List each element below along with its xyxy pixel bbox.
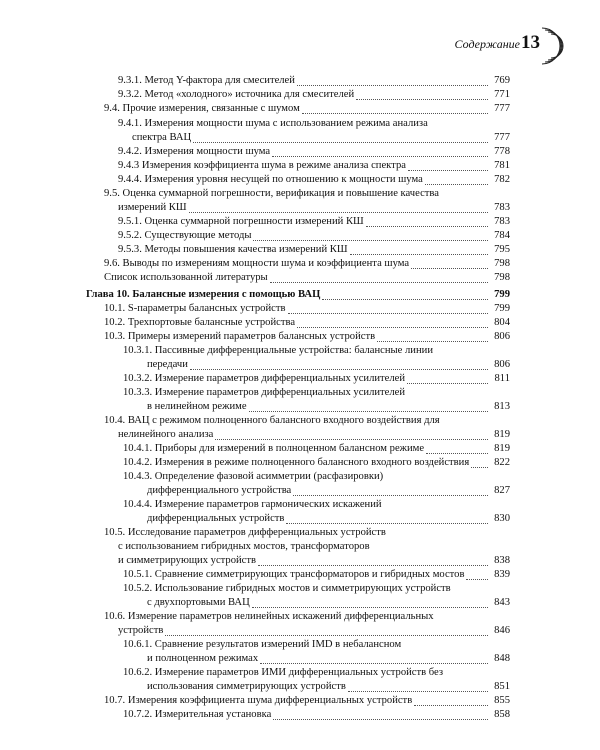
dot-leader: [165, 635, 488, 636]
toc-page-number: 830: [494, 513, 510, 524]
toc-entry-title: Список использованной литературы: [104, 272, 268, 283]
toc-page-number: 782: [494, 174, 510, 185]
toc-entry-title: дифференциального устройства: [147, 485, 292, 496]
toc-page-number: 784: [494, 230, 510, 241]
toc-entry-title: нелинейного анализа: [118, 429, 214, 440]
page-number: 13: [521, 32, 540, 53]
toc-entry-title: 10.5. Исследование параметров дифференциальных устройств: [104, 527, 386, 538]
dot-leader: [260, 663, 488, 664]
dot-leader: [190, 369, 488, 370]
dot-leader: [411, 268, 488, 269]
dot-leader: [348, 691, 488, 692]
toc-entry-title: измерений КШ: [118, 202, 187, 213]
dot-leader: [408, 170, 488, 171]
toc-entry-title: и симметрирующих устройств: [118, 555, 257, 566]
toc-entry-title: 9.4.1. Измерения мощности шума с использованием режима анализа: [118, 118, 428, 129]
dot-leader: [215, 439, 488, 440]
running-head: Содержание: [454, 37, 520, 51]
toc-entry-title: 10.5.1. Сравнение симметрирующих трансформаторов и гибридных мостов: [123, 569, 465, 580]
toc-entry-title: с использованием гибридных мостов, трансформаторов: [118, 541, 370, 552]
toc-entry-title: использования симметрирующих устройств: [147, 681, 346, 692]
toc-entry-title: 10.5.2. Использование гибридных мостов и симметрирующих устройств: [123, 583, 451, 594]
toc-entry-title: 9.4.2. Измерения мощности шума: [118, 146, 271, 157]
dot-leader: [249, 411, 488, 412]
toc-entry-title: 10.6.1. Сравнение результатов измерений IMD в небалансном: [123, 639, 402, 650]
dot-leader: [272, 156, 488, 157]
dot-leader: [193, 142, 488, 143]
toc-entry-title: 9.5.3. Методы повышения качества измерений КШ: [118, 244, 348, 255]
toc-entry-title: 10.4.2. Измерения в режиме полноценного балансного входного воздействия: [123, 457, 470, 468]
dot-leader: [302, 113, 488, 114]
toc-entry-title: Глава 10. Балансные измерения с помощью ВАЦ: [86, 289, 321, 300]
toc-entry-title: 9.5.2. Существующие методы: [118, 230, 252, 241]
toc-entry-title: 9.4. Прочие измерения, связанные с шумом: [104, 103, 300, 114]
toc-entry-title: и полноценном режимах: [147, 653, 259, 664]
toc-entry-title: дифференциальных устройств: [147, 513, 285, 524]
toc-entry-title: 10.3.1. Пассивные дифференциальные устройства: балансные линии: [123, 345, 433, 356]
toc-entry-title: 10.6.2. Измерение параметров ИМИ дифференциальных устройств без: [123, 667, 444, 678]
toc-entry-title: 10.3. Примеры измерений параметров балансных устройств: [104, 331, 376, 342]
toc-entry-title: 9.3.2. Метод «холодного» источника для смесителей: [118, 89, 355, 100]
toc-entry-title: 10.3.3. Измерение параметров дифференциальных усилителей: [123, 387, 406, 398]
dot-leader: [270, 282, 488, 283]
toc-entry-title: 10.7. Измерения коэффициента шума дифференциальных устройств: [104, 695, 413, 706]
dot-leader: [286, 523, 488, 524]
toc-page-number: 819: [494, 429, 510, 440]
toc-entry-title: 10.7.2. Измерительная установка: [123, 709, 272, 720]
toc-page-number: 838: [494, 555, 510, 566]
toc-page-number: 777: [494, 103, 510, 114]
dot-leader: [426, 453, 488, 454]
toc-page-number: 843: [494, 597, 510, 608]
dot-leader: [273, 719, 488, 720]
toc-page-number: 798: [494, 272, 510, 283]
dot-leader: [366, 226, 488, 227]
dot-leader: [189, 212, 488, 213]
toc-entry-title: 10.4.1. Приборы для измерений в полноценном балансном режиме: [123, 443, 425, 454]
dot-leader: [377, 341, 488, 342]
toc-page-number: 839: [494, 569, 510, 580]
toc-entry-title: 10.2. Трехпортовые балансные устройства: [104, 317, 296, 328]
toc-page-number: 799: [494, 303, 510, 314]
toc-page-number: 769: [494, 75, 510, 86]
toc-entry-title: 9.5.1. Оценка суммарной погрешности измерений КШ: [118, 216, 364, 227]
dot-leader: [350, 254, 488, 255]
toc-page-number: 806: [494, 359, 510, 370]
dot-leader: [322, 299, 488, 300]
toc-entry-title: 10.6. Измерение параметров нелинейных искажений дифференциальных: [104, 611, 434, 622]
toc-entry-title: 10.1. S-параметры балансных устройств: [104, 303, 286, 314]
toc-entry-title: передачи: [147, 359, 188, 370]
toc-page-number: 858: [494, 709, 510, 720]
toc-page-number: 781: [494, 160, 510, 171]
toc-page-number: 778: [494, 146, 510, 157]
dot-leader: [356, 99, 488, 100]
toc-entry-title: 9.5. Оценка суммарной погрешности, верификация и повышение качества: [104, 188, 439, 199]
toc-page-number: 819: [494, 443, 510, 454]
dot-leader: [293, 495, 488, 496]
toc-entry-title: 10.3.2. Измерение параметров дифференциальных усилителей: [123, 373, 406, 384]
toc-entry-title: 9.4.3 Измерения коэффициента шума в режиме анализа спектра: [118, 160, 406, 171]
dot-leader: [258, 565, 488, 566]
toc-page-number: 813: [494, 401, 510, 412]
toc-page-number: 811: [494, 373, 510, 384]
dot-leader: [297, 85, 488, 86]
toc-entry-title: с двухпортовыми ВАЦ: [147, 597, 250, 608]
toc-page-number: 848: [494, 653, 510, 664]
toc-page-number: 798: [494, 258, 510, 269]
toc-entry-title: 10.4. ВАЦ с режимом полноценного балансного входного воздействия для: [104, 415, 440, 426]
toc-page-number: 806: [494, 331, 510, 342]
dot-leader: [414, 705, 488, 706]
dot-leader: [252, 607, 488, 608]
toc-page-number: 822: [494, 457, 510, 468]
dot-leader: [425, 184, 488, 185]
toc-page-number: 771: [494, 89, 510, 100]
toc-page-number: 799: [494, 289, 510, 300]
dot-leader: [297, 327, 488, 328]
dot-leader: [288, 313, 489, 314]
toc-page-number: 783: [494, 216, 510, 227]
toc-page-number: 777: [494, 132, 510, 143]
toc-page-number: 804: [494, 317, 510, 328]
toc-page-number: 851: [494, 681, 510, 692]
toc-entry-title: 9.3.1. Метод Y-фактора для смесителей: [118, 75, 295, 86]
toc-entry-title: 10.4.4. Измерение параметров гармонических искажений: [123, 499, 382, 510]
toc-entry-title: 10.4.3. Определение фазовой асимметрии (расфазировки): [123, 471, 384, 482]
toc-page-number: 846: [494, 625, 510, 636]
dot-leader: [253, 240, 488, 241]
toc-entry-title: спектра ВАЦ: [132, 132, 192, 143]
toc-page-number: 783: [494, 202, 510, 213]
toc-page-number: 795: [494, 244, 510, 255]
dot-leader: [407, 383, 488, 384]
toc-page-number: 827: [494, 485, 510, 496]
toc-entry-title: в нелинейном режиме: [147, 401, 247, 412]
toc-page-number: 855: [494, 695, 510, 706]
toc-entry-title: 9.4.4. Измерения уровня несущей по отношению к мощности шума: [118, 174, 423, 185]
toc-entry-title: устройств: [118, 625, 164, 636]
toc-entry-title: 9.6. Выводы по измерениям мощности шума и коэффициента шума: [104, 258, 410, 269]
